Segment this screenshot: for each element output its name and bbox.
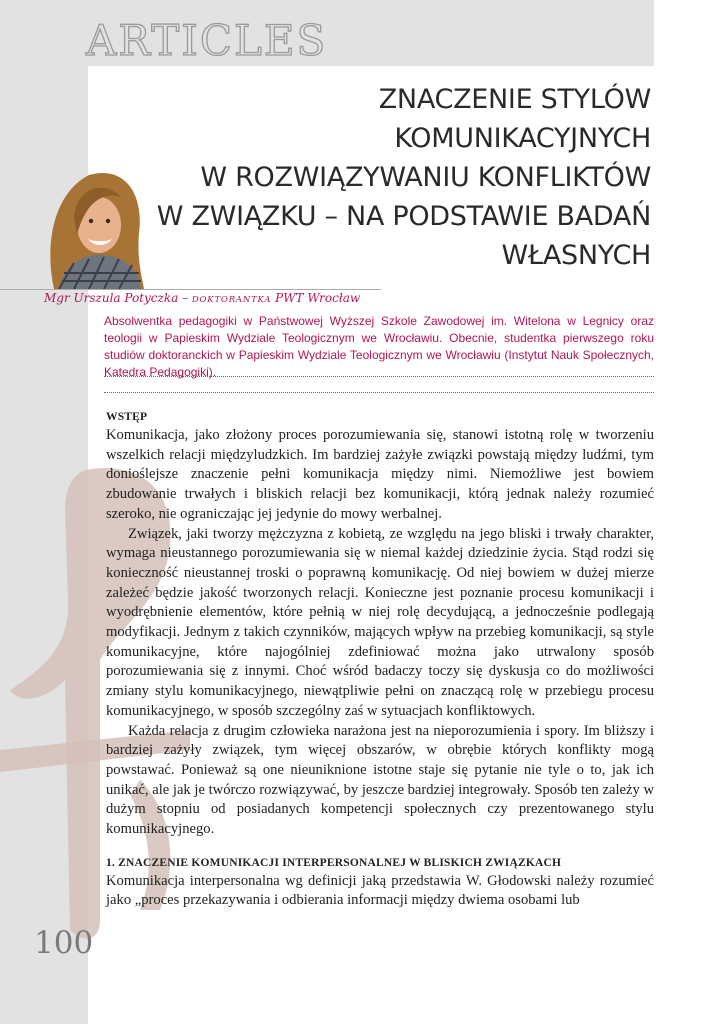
paragraph: Komunikacja interpersonalna wg definicji jaką przedstawia W. Głodowski należy rozumieć jako „proces przekazywania i odbierania informacji między dwiema osobami lub [106,872,654,909]
intro-heading: WSTĘP [106,411,148,423]
article-title [131,80,651,275]
page-number: 100 [34,925,94,961]
section-heading: 1. ZNACZENIE KOMUNIKACJI INTERPERSONALNEJ W BLISKICH ZWIĄZKACH [106,856,562,869]
paragraph: Komunikacja, jako złożony proces porozumiewania się, stanowi istotną rolę w tworzeniu wszelkich relacji międzyludzkich. Im bardziej zażyłe związki powstają między ludźmi, tym donioślejsze znaczenie pełni komunikacja między nimi. Niemożliwe jest bowiem zbudowanie trwałych i bliskich relacji bez komunikacji, którą jednak należy rozumieć szeroko, nie ograniczając jej jedynie do mowy werbalnej. [106,427,654,522]
paragraph: Każda relacja z drugim człowieka narażona jest na nieporozumienia i spory. Im bliższy i bardziej zażyły związek, tym więcej obszarów, w obrębie których konflikty mogą powstawać. Ponieważ są one nieuniknione istotne staje się pytanie nie tyle o to, jak ich unikać, ale jak je twórczo rozwiązywać, by jeszcze bardziej integrowały. Sposób ten zależy w dużym stopniu od posiadanych kompetencji społecznych czy prezentowanego stylu komunikacyjnego. [106,722,654,838]
author-institution: PWT Wrocław [275,291,361,305]
author-rule [0,289,381,290]
section-label: ARTICLES [86,16,328,65]
author-name: Mgr Urszula Potyczka [44,291,179,305]
dotted-divider [104,376,654,377]
title-line: WŁASNYCH [501,240,651,271]
title-line: W ZWIĄZKU – NA PODSTAWIE BADAŃ [156,201,651,232]
author-portrait [44,163,144,289]
author-role: DOKTORANTKA [191,295,272,305]
dotted-divider [104,392,654,393]
author-line [44,291,360,305]
author-separator: – [178,291,192,305]
title-line: W ROZWIĄZYWANIU KONFLIKTÓW [200,162,651,193]
paragraph: Związek, jaki tworzy mężczyzna z kobietą, ze względu na jego bliski i trwały charakter, wymaga nieustannego porozumiewania się w niemal każdej dziedzinie życia. Stąd rodzi się konieczność nieustannej troski o poprawną komunikację. Od niej bowiem w dużej mierze zależeć będzie jakość tworzonych relacji. Konieczne jest poznanie procesu komunikacji i wyodrębnienie elementów, które pełnią w niej rolę decydującą, a jednocześnie podlegają modyfikacji. Jednym z takich czynników, mających wpływ na przebieg komunikacji, są style komunikacyjne, które najogólniej zdefiniować można jako utrwalony sposób porozumiewania się z innymi. Choć wśród badaczy toczy się dyskusja co do możliwości zmiany stylu komunikacyjnego, niewątpliwie pełni on znaczącą rolę w przebiegu procesu komunikacyjnego, w sposób szczególny zaś w sytuacjach konfliktowych. [106,525,654,719]
title-line: KOMUNIKACYJNYCH [394,123,651,154]
author-bio: Absolwentka pedagogiki w Państwowej Wyższej Szkole Zawodowej im. Witelona w Legnicy oraz teologii w Papieskim Wydziale Teologicznym we Wrocławiu. Obecnie, studentka pierwszego roku studiów doktoranckich w Papieskim Wydziale Teologicznym we Wrocławiu (Instytut Nauk Społecznych, Katedra Pedagogiki). [104,314,654,379]
article-body [106,408,654,911]
title-line: ZNACZENIE STYLÓW [378,84,651,115]
